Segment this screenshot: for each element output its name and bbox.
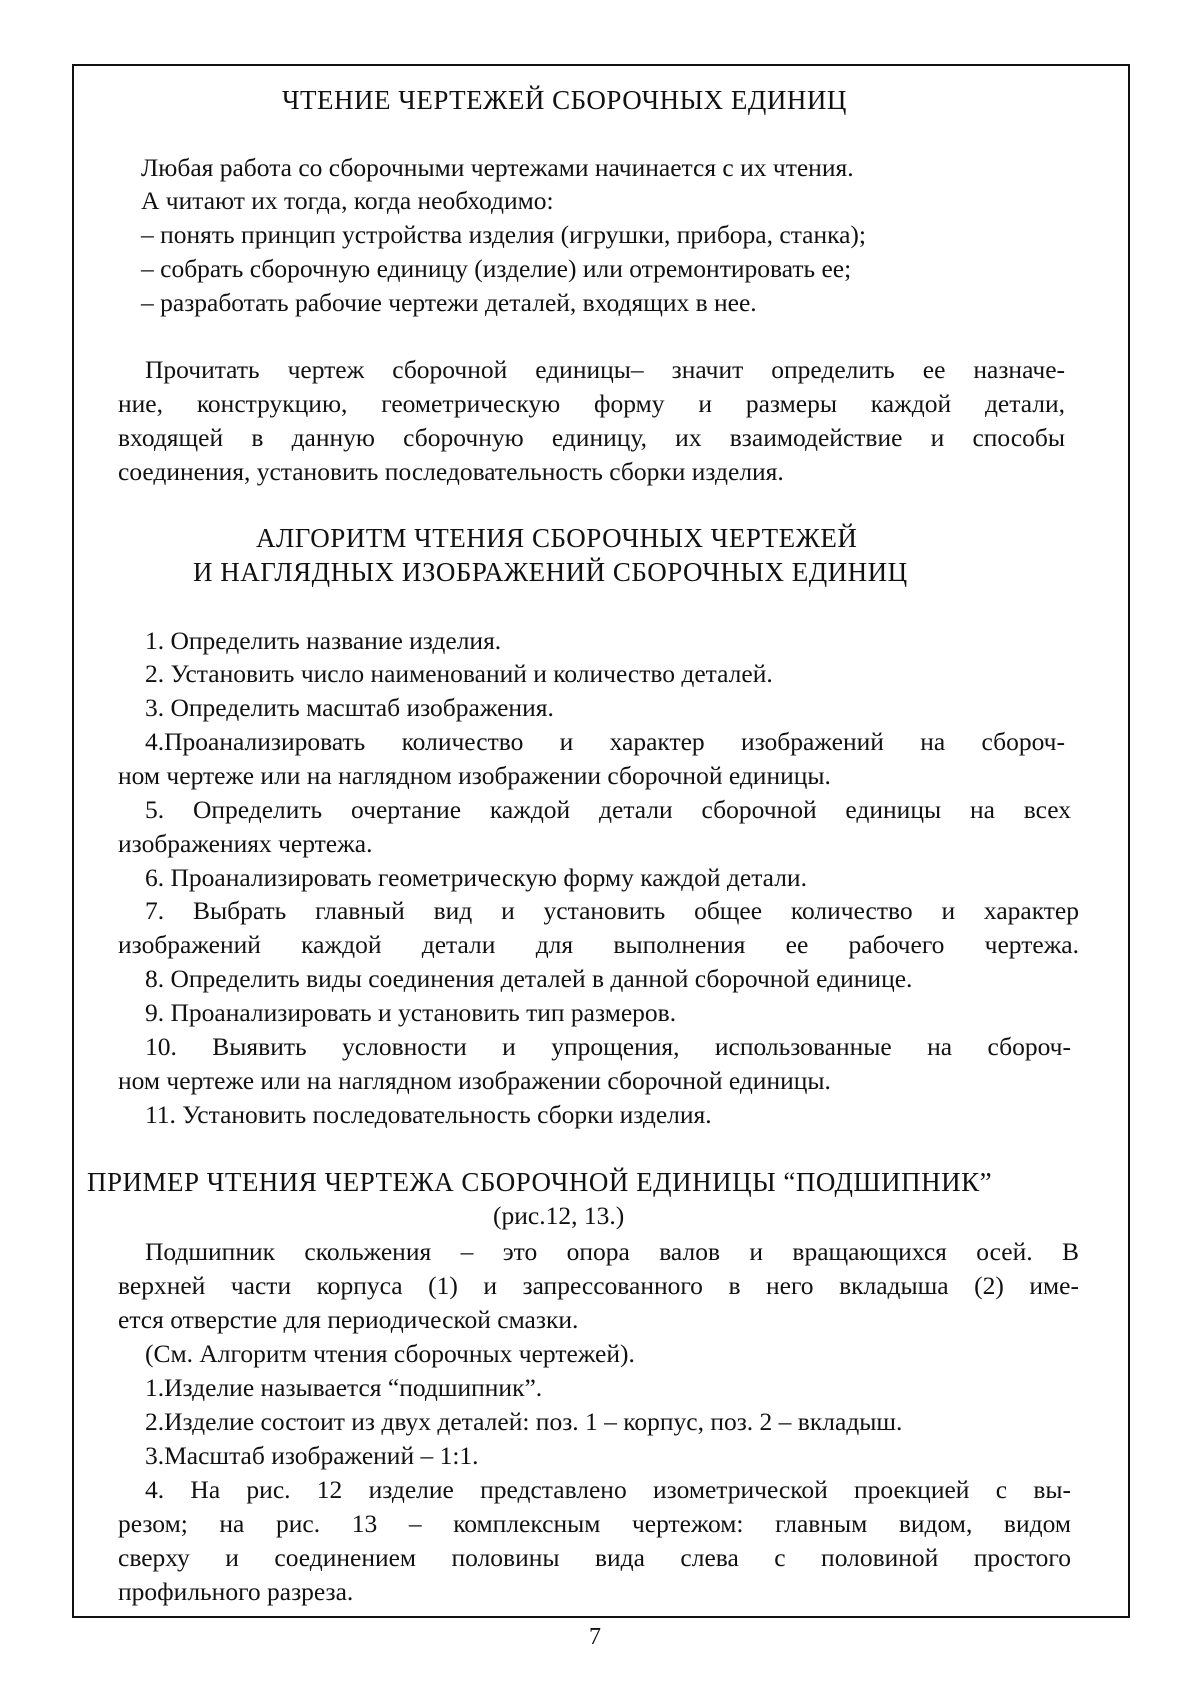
algorithm-step: ном чертеже или на наглядном изображении сборочной единицы. [118,1066,831,1095]
algorithm-step: 3. Определить масштаб изображения. [145,693,554,722]
algorithm-step: 7. Выбрать главный вид и установить общее количество и характер [145,896,1079,925]
algorithm-step: ном чертеже или на наглядном изображении сборочной единицы. [118,761,831,790]
algorithm-heading: АЛГОРИТМ ЧТЕНИЯ СБОРОЧНЫХ ЧЕРТЕЖЕЙ [256,523,858,553]
definition-line: соединения, установить последовательность сборки изделия. [118,457,784,486]
example-line: профильного разреза. [118,1577,354,1606]
algorithm-step: 6. Проанализировать геометрическую форму каждой детали. [145,863,807,892]
example-line: резом; на рис. 13 – комплексным чертежом: главным видом, видом [118,1509,1071,1538]
example-line: 3.Масштаб изображений – 1:1. [145,1441,479,1470]
algorithm-step: 4.Проанализировать количество и характер изображений на сбороч- [145,727,1065,756]
intro-line: А читают их тогда, когда необходимо: [141,186,554,215]
intro-bullet: – собрать сборочную единицу (изделие) или отремонтировать ее; [141,254,852,283]
page-number: 7 [589,1624,601,1650]
page-title: ЧТЕНИЕ ЧЕРТЕЖЕЙ СБОРОЧНЫХ ЕДИНИЦ [282,85,847,115]
example-line: 1.Изделие называется “подшипник”. [145,1373,543,1402]
example-line: ется отверстие для периодической смазки. [118,1305,579,1334]
example-subheading: (рис.12, 13.) [493,1201,625,1230]
intro-line: Любая работа со сборочными чертежами начинается с их чтения. [141,153,854,182]
definition-line: входящей в данную сборочную единицу, их взаимодействие и способы [118,423,1065,452]
algorithm-step: 5. Определить очертание каждой детали сборочной единицы на всех [145,795,1071,824]
intro-bullet: – понять принцип устройства изделия (игрушки, прибора, станка); [141,220,867,249]
example-line: Подшипник скольжения – это опора валов и вращающихся осей. В [145,1237,1079,1266]
algorithm-step: изображениях чертежа. [118,829,373,858]
example-line: верхней части корпуса (1) и запрессованного в него вкладыша (2) име- [118,1271,1079,1300]
algorithm-step: 2. Установить число наименований и количество деталей. [145,659,773,688]
algorithm-step: 11. Установить последовательность сборки изделия. [145,1100,712,1129]
algorithm-step: изображений каждой детали для выполнения ее рабочего чертежа. [118,930,1079,959]
example-line: 4. На рис. 12 изделие представлено изометрической проекцией с вы- [145,1475,1071,1504]
algorithm-step: 8. Определить виды соединения деталей в данной сборочной единице. [145,964,913,993]
algorithm-heading: И НАГЛЯДНЫХ ИЗОБРАЖЕНИЙ СБОРОЧНЫХ ЕДИНИЦ [193,557,908,587]
example-line: (См. Алгоритм чтения сборочных чертежей). [145,1339,635,1368]
definition-line: ние, конструкцию, геометрическую форму и размеры каждой детали, [118,389,1065,418]
algorithm-step: 1. Определить название изделия. [145,626,502,655]
algorithm-step: 10. Выявить условности и упрощения, использованные на сбороч- [145,1032,1071,1061]
definition-line: Прочитать чертеж сборочной единицы– значит определить ее назначе- [145,355,1065,384]
intro-bullet: – разработать рабочие чертежи деталей, входящих в нее. [141,288,757,317]
example-line: 2.Изделие состоит из двух деталей: поз. 1 – корпус, поз. 2 – вкладыш. [145,1407,903,1436]
example-heading: ПРИМЕР ЧТЕНИЯ ЧЕРТЕЖА СБОРОЧНОЙ ЕДИНИЦЫ “ПОДШИПНИК” [87,1167,993,1197]
example-line: сверху и соединением половины вида слева с половиной простого [118,1543,1071,1572]
algorithm-step: 9. Проанализировать и установить тип размеров. [145,998,677,1027]
